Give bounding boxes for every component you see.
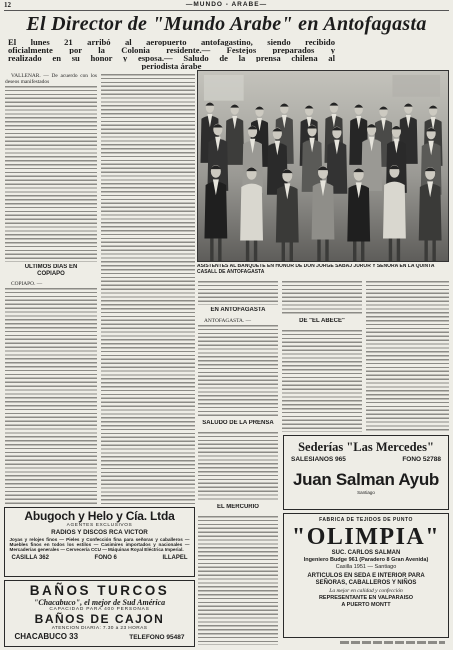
ad-address: Ingeniero Budge 961 (Paradero 8 Gran Avenida)	[303, 557, 429, 563]
ad-abugoch	[4, 507, 195, 577]
ad-banos-turcos	[4, 580, 195, 647]
photo-window-light	[204, 75, 244, 101]
article-body-text	[5, 86, 97, 262]
section-heading-copiapo: ULTIMOS DIAS EN COPIAPO	[24, 264, 78, 277]
section-heading-mercurio: EL MERCURIO	[217, 504, 259, 510]
ad-contact-row	[15, 632, 185, 642]
column-vallenar	[5, 73, 97, 262]
column-body	[101, 73, 195, 504]
paragraph-lead: COPIAPO. —	[11, 281, 43, 287]
ad-phone: FONO 6	[94, 554, 117, 561]
ad-title: Sederías "Las Mercedes"	[298, 440, 434, 454]
ad-representative: REPRESENTANTE EN VALPARAISO	[318, 595, 414, 601]
header-rule	[4, 10, 449, 11]
section-heading-antofagasta: EN ANTOFAGASTA	[210, 307, 266, 313]
subhead-line: realizado en su honor y esposa.— Saludo de la prensa chilena al	[8, 54, 335, 62]
page-number: 12	[4, 1, 11, 9]
article-body-text	[101, 74, 195, 504]
article-body-text	[198, 432, 278, 502]
section-heading-prensa: SALUDO DE LA PRENSA	[202, 420, 274, 426]
ad-description: Joyas y relojes finos — Pieles y Confección fina para señoras y caballeros — Muebles finos en todos los estilos — Casimires importados y nacionales — Mercaderías generales — Cervecería CCU — Máquinas Royal Eléctrica Imperial.	[9, 537, 190, 553]
ad-city: ILLAPEL	[162, 554, 188, 561]
ad-phone: FONO 52788	[402, 456, 441, 463]
ad-title: "OLIMPIA"	[291, 524, 441, 550]
banquet-photo	[197, 70, 449, 262]
headline: El Director de "Mundo Arabe" en Antofagasta	[26, 13, 427, 35]
column-antofagasta	[198, 318, 278, 418]
ad-sederias-las-mercedes	[283, 435, 449, 510]
article-body-text	[282, 281, 362, 316]
ad-service: BAÑOS DE CAJON	[34, 612, 165, 626]
printer-imprint	[340, 641, 445, 644]
ad-title: BAÑOS TURCOS	[29, 583, 170, 598]
ad-kicker: FABRICA DE TEJIDOS DE PUNTO	[319, 517, 413, 523]
photo-caption: ASISTENTES AL BANQUETE EN HONOR DE DON JORGE SABAJ JUROR Y SEÑORA EN LA QUINTA CASALL DE ANTOFAGASTA	[197, 264, 435, 275]
ad-subtitle: AGENTES EXCLUSIVOS	[66, 523, 133, 528]
ad-products: ARTICULOS EN SEDA E INTERIOR PARA SEÑORAS, CABALLEROS Y NIÑOS	[307, 573, 425, 586]
ad-tagline: "Chacabuco", el mejor de Sud América	[33, 598, 166, 607]
subhead-line: oficialmente por la Colonia residente.— Festejos preparados y	[8, 46, 335, 54]
ad-brands: RADIOS Y DISCOS RCA VICTOR	[51, 529, 148, 536]
ad-casilla: CASILLA 362	[11, 554, 49, 561]
subhead-line: periodista árabe	[141, 62, 202, 70]
ad-contact-row	[291, 455, 441, 464]
ad-slogan: La mejor en calidad y confección	[329, 588, 403, 594]
article-body-text	[5, 288, 97, 504]
ad-address: SALESIANOS 965	[291, 456, 346, 463]
column-body	[198, 280, 278, 305]
article-body-text	[366, 281, 449, 432]
column-abece	[282, 329, 362, 432]
article-body-text	[198, 516, 278, 645]
ad-owner: Juan Salman Ayub	[292, 470, 440, 489]
article-body-text	[282, 330, 362, 432]
column-copiapo	[5, 281, 97, 504]
section-heading-abece: DE "EL ABECE"	[299, 318, 345, 324]
ad-capacity: CAPACIDAD PARA 400 PERSONAS	[49, 607, 150, 612]
paragraph-lead: VALLENAR. — De acuerdo con los deseos manifestados	[5, 73, 97, 85]
column-body	[366, 280, 449, 432]
subhead-line: El lunes 21 arribó al aeropuerto antofagastino, siendo recibido	[8, 38, 335, 46]
column-prensa	[198, 431, 278, 502]
article-body-text	[198, 281, 278, 305]
masthead: —MUNDO - ARABE—	[185, 1, 268, 8]
photo-wall-panel	[392, 75, 440, 97]
column-mercurio	[198, 515, 278, 645]
ad-representative: A PUERTO MONTT	[341, 602, 391, 608]
ad-hours: ATENCION DIARIA: 7.30 a 23 HORAS	[51, 626, 148, 631]
ad-address: CHACABUCO 33	[14, 632, 79, 641]
ad-olimpia	[283, 513, 449, 638]
ad-title: Abugoch y Helo y Cía. Ltda	[24, 509, 175, 523]
ad-city: Santiago	[357, 490, 375, 495]
ad-casilla: Casilla 1951 — Santiago	[335, 564, 397, 570]
subhead	[8, 38, 335, 70]
ad-branch: SUC. CARLOS SALMAN	[331, 550, 401, 556]
article-body-text	[198, 325, 278, 418]
column-body	[282, 280, 362, 316]
ad-contact-row	[12, 555, 188, 562]
paragraph-lead: ANTOFAGASTA. —	[204, 318, 251, 324]
ad-phone: TELEFONO 95487	[129, 634, 185, 641]
